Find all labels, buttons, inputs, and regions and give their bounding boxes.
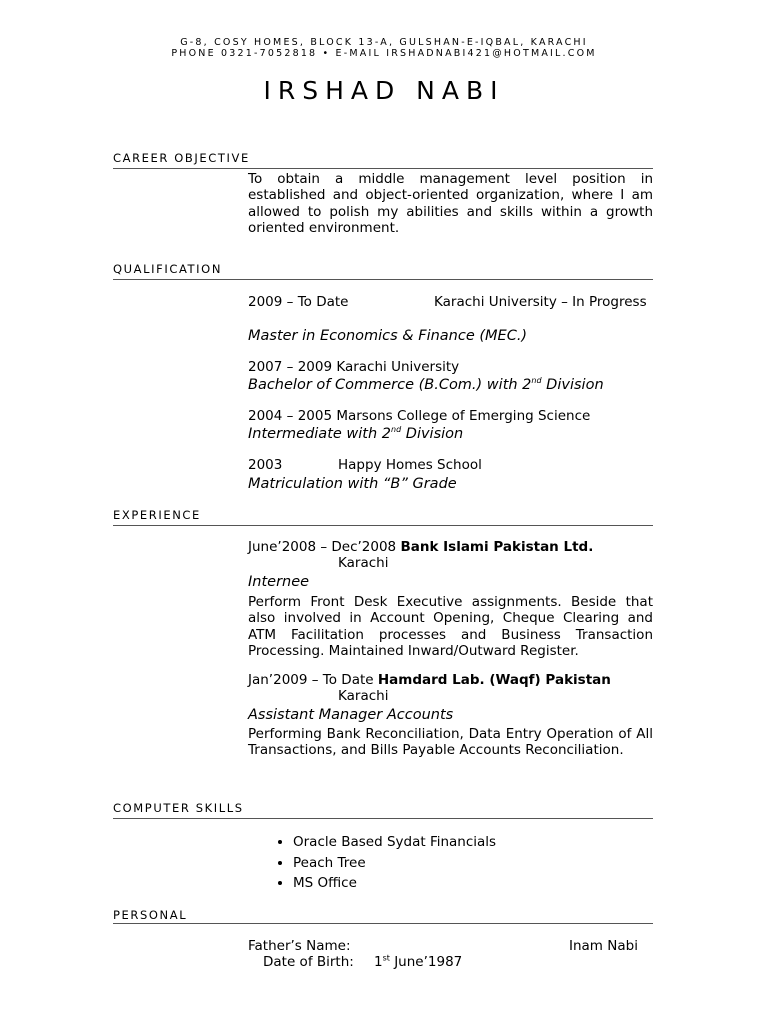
father-name-label: Father’s Name: xyxy=(248,938,351,954)
experience-heading: Jan’2009 – To Date Hamdard Lab. (Waqf) Pakistan xyxy=(248,672,611,688)
section-divider xyxy=(113,923,653,924)
qualification-degree: Master in Economics & Finance (MEC.) xyxy=(248,328,528,344)
experience-role: Assistant Manager Accounts xyxy=(248,707,454,723)
section-divider xyxy=(113,818,653,819)
section-divider xyxy=(113,279,653,280)
experience-description: Perform Front Desk Executive assignments. Beside that also involved in Account Opening, Cheque Clearing and ATM Facilitation processes and Business Transaction Processing. Maintained Inward/Outward Register. xyxy=(248,594,653,659)
career-objective-text: To obtain a middle management level position in established and object-oriented organization, where I am allowed to polish my abilities and skills within a growth oriented environment. xyxy=(248,171,653,236)
qualification-line: 2007 – 2009 Karachi University xyxy=(248,359,460,375)
qualification-institution: Happy Homes School xyxy=(338,457,482,473)
qualification-line: 2004 – 2005 Marsons College of Emerging Science xyxy=(248,408,591,424)
skills-list xyxy=(255,832,496,894)
experience-role: Internee xyxy=(248,574,310,590)
experience-description: Performing Bank Reconciliation, Data Entry Operation of All Transactions, and Bills Payable Accounts Reconciliation. xyxy=(248,726,653,759)
experience-heading: June’2008 – Dec’2008 Bank Islami Pakistan Ltd. xyxy=(248,539,594,555)
section-title-personal: PERSONAL xyxy=(113,908,188,922)
qualification-date: 2003 xyxy=(248,457,283,473)
qualification-institution: Karachi University – In Progress xyxy=(434,294,647,310)
address-line: G-8, COSY HOMES, BLOCK 13-A, GULSHAN-E-IQBAL, KARACHI xyxy=(180,37,588,48)
section-title-qualification: QUALIFICATION xyxy=(113,262,223,276)
section-title-experience: EXPERIENCE xyxy=(113,508,201,522)
qualification-degree: Intermediate with 2nd Division xyxy=(248,425,464,442)
experience-city: Karachi xyxy=(338,555,389,571)
section-title-career-objective: CAREER OBJECTIVE xyxy=(113,151,250,165)
dob-label: Date of Birth: xyxy=(263,954,354,970)
candidate-name: IRSHAD NABI xyxy=(263,76,505,105)
list-item: • Peach Tree xyxy=(293,853,496,874)
experience-city: Karachi xyxy=(338,688,389,704)
section-divider xyxy=(113,525,653,526)
section-divider xyxy=(113,168,653,169)
contact-line: PHONE 0321-7052818 • E-MAIL IRSHADNABI421@HOTMAIL.COM xyxy=(171,48,597,59)
father-name-value: Inam Nabi xyxy=(569,938,638,954)
qualification-degree: Matriculation with “B” Grade xyxy=(248,476,457,492)
list-item: • MS Office xyxy=(293,873,496,894)
qualification-date: 2009 – To Date xyxy=(248,294,349,310)
dob-value: 1st June’1987 xyxy=(374,953,463,970)
qualification-degree: Bachelor of Commerce (B.Com.) with 2nd Division xyxy=(248,376,604,393)
section-title-computer-skills: COMPUTER SKILLS xyxy=(113,801,244,815)
list-item: • Oracle Based Sydat Financials xyxy=(293,832,496,853)
